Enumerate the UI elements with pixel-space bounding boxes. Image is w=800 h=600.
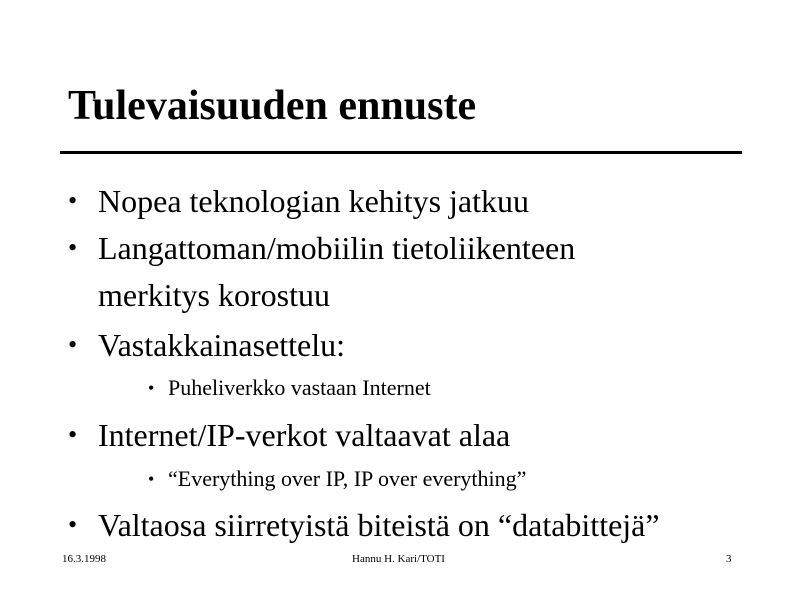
bullet-item — [68, 182, 530, 220]
bullet-marker: • — [68, 186, 78, 215]
bullet-item — [68, 326, 346, 364]
bullet-text: Langattoman/mobiilin tietoliikenteen — [98, 230, 576, 266]
bullet-marker: • — [68, 330, 78, 359]
slide-title: Tulevaisuuden ennuste — [68, 83, 477, 129]
bullet-marker: • — [148, 469, 155, 489]
bullet-text: Valtaosa siirretyistä biteistä on “databittejä” — [98, 507, 660, 543]
bullet-item — [68, 416, 511, 454]
bullet-marker: • — [148, 378, 155, 398]
bullet-item — [68, 229, 576, 267]
sub-bullet-item — [148, 466, 527, 492]
bullet-text: Nopea teknologian kehitys jatkuu — [98, 183, 530, 219]
bullet-continuation — [98, 276, 330, 314]
bullet-text: Vastakkainasettelu: — [98, 327, 346, 363]
bullet-marker: • — [68, 233, 78, 262]
bullet-text: Internet/IP-verkot valtaavat alaa — [98, 417, 511, 453]
sub-bullet-item — [148, 375, 431, 401]
bullet-item — [68, 506, 660, 544]
bullet-text: merkitys korostuu — [98, 277, 330, 313]
bullet-marker: • — [68, 510, 78, 539]
footer-author: Hannu H. Kari/TOTI — [352, 553, 445, 565]
footer-page-number: 3 — [726, 553, 732, 565]
footer-date: 16.3.1998 — [62, 553, 106, 565]
bullet-marker: • — [68, 420, 78, 449]
bullet-text: “Everything over IP, IP over everything” — [168, 466, 527, 491]
bullet-text: Puheliverkko vastaan Internet — [168, 375, 431, 400]
